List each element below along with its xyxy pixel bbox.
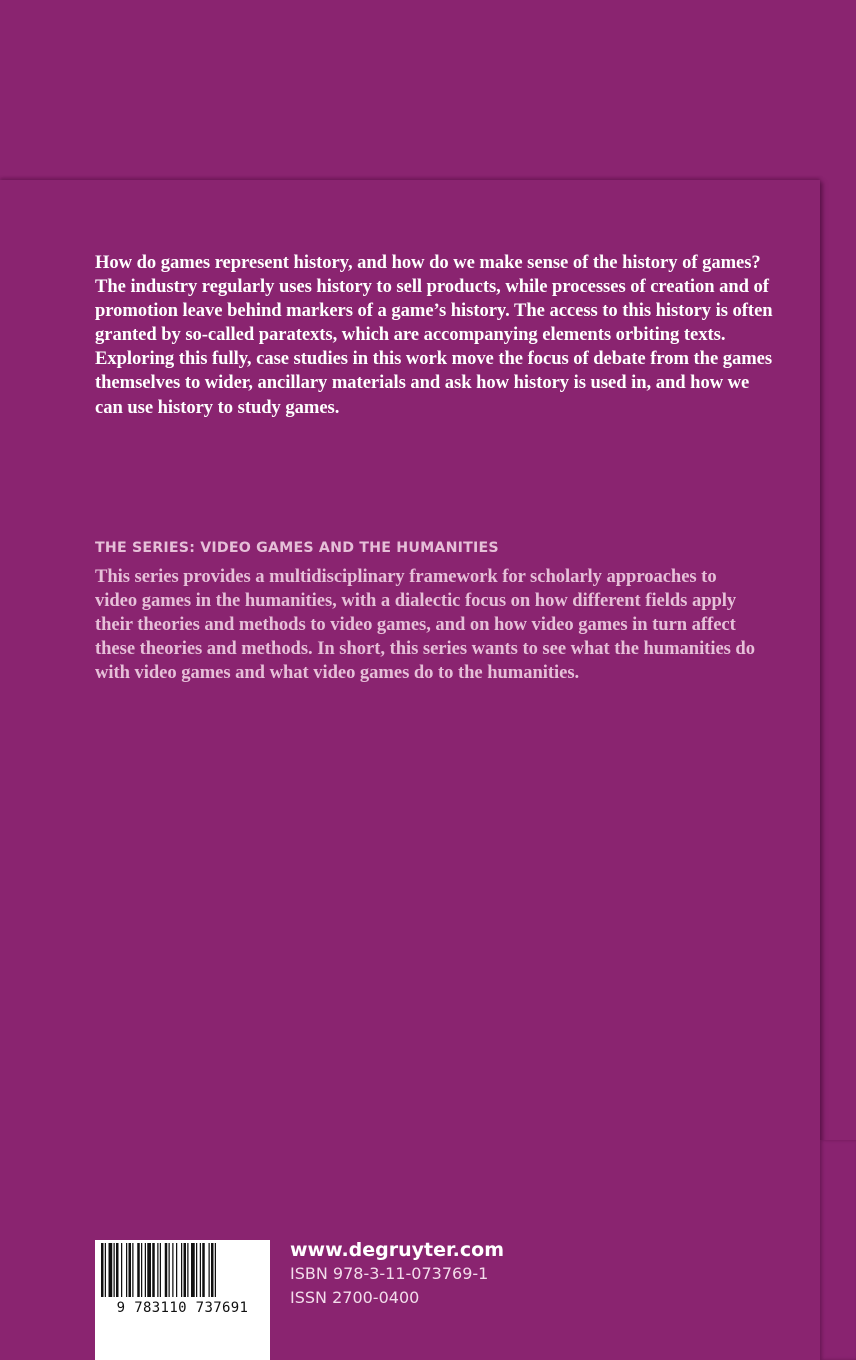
barcode-bar — [165, 1243, 168, 1297]
barcode-bar — [126, 1243, 127, 1297]
publisher-website[interactable]: www.degruyter.com — [290, 1239, 504, 1261]
barcode-bar — [152, 1243, 155, 1297]
barcode-bar — [191, 1243, 195, 1297]
imprint — [290, 1238, 504, 1310]
barcode-bar — [141, 1243, 142, 1297]
issn-number: ISSN 2700-0400 — [290, 1288, 420, 1307]
barcode-bar — [202, 1243, 205, 1297]
barcode-bar — [160, 1243, 161, 1297]
barcode-bar — [147, 1243, 151, 1297]
barcode-bar — [137, 1243, 140, 1297]
barcode-bar — [157, 1243, 158, 1297]
barcode-bar — [116, 1243, 119, 1297]
series-description: This series provides a multidisciplinary framework for scholarly approaches to video games in the humanities, with a dialectic focus on how different fields apply their theories and methods to video games, and on how video games in turn affect these theories and methods. In short, this series wants to see what the humanities do with video games and what video games do to the humanities. — [95, 566, 755, 684]
barcode-bar — [187, 1243, 188, 1297]
barcode-bar — [176, 1243, 177, 1297]
barcode-bar — [215, 1243, 216, 1297]
barcode-digits: 9 783110 737691 — [116, 1300, 249, 1316]
blurb-text: How do games represent history, and how do we make sense of the history of games? The industry regularly uses history to sell products, while processes of creation and of promotion leave behind markers of a game’s history. The access to this history is often granted by so-called paratexts, which are accompanying elements orbiting texts. Exploring this fully, case studies in this work move the focus of debate from the games themselves to wider, ancillary materials and ask how history is used in, and how we can use history to study games. — [95, 252, 773, 418]
barcode-bar — [105, 1243, 106, 1297]
barcode-bar — [132, 1243, 133, 1297]
barcode-bar — [211, 1243, 214, 1297]
barcode-bar — [184, 1243, 187, 1297]
barcode-bar — [109, 1243, 113, 1297]
barcode-bar — [114, 1243, 115, 1297]
barcode-bar — [196, 1243, 197, 1297]
series-heading: THE SERIES: VIDEO GAMES AND THE HUMANITIES — [95, 540, 499, 556]
barcode-bar — [200, 1243, 201, 1297]
isbn-number: ISBN 978-3-11-073769-1 — [290, 1264, 489, 1283]
barcode-bar — [101, 1243, 104, 1297]
barcode-bar — [121, 1243, 122, 1297]
barcode — [95, 1240, 270, 1360]
barcode-bar — [209, 1243, 210, 1297]
barcode-bar — [145, 1243, 146, 1297]
cover-edge — [820, 1140, 856, 1360]
barcode-bar — [172, 1243, 173, 1297]
barcode-bar — [181, 1243, 182, 1297]
barcode-bar — [169, 1243, 170, 1297]
barcode-bar — [129, 1243, 132, 1297]
